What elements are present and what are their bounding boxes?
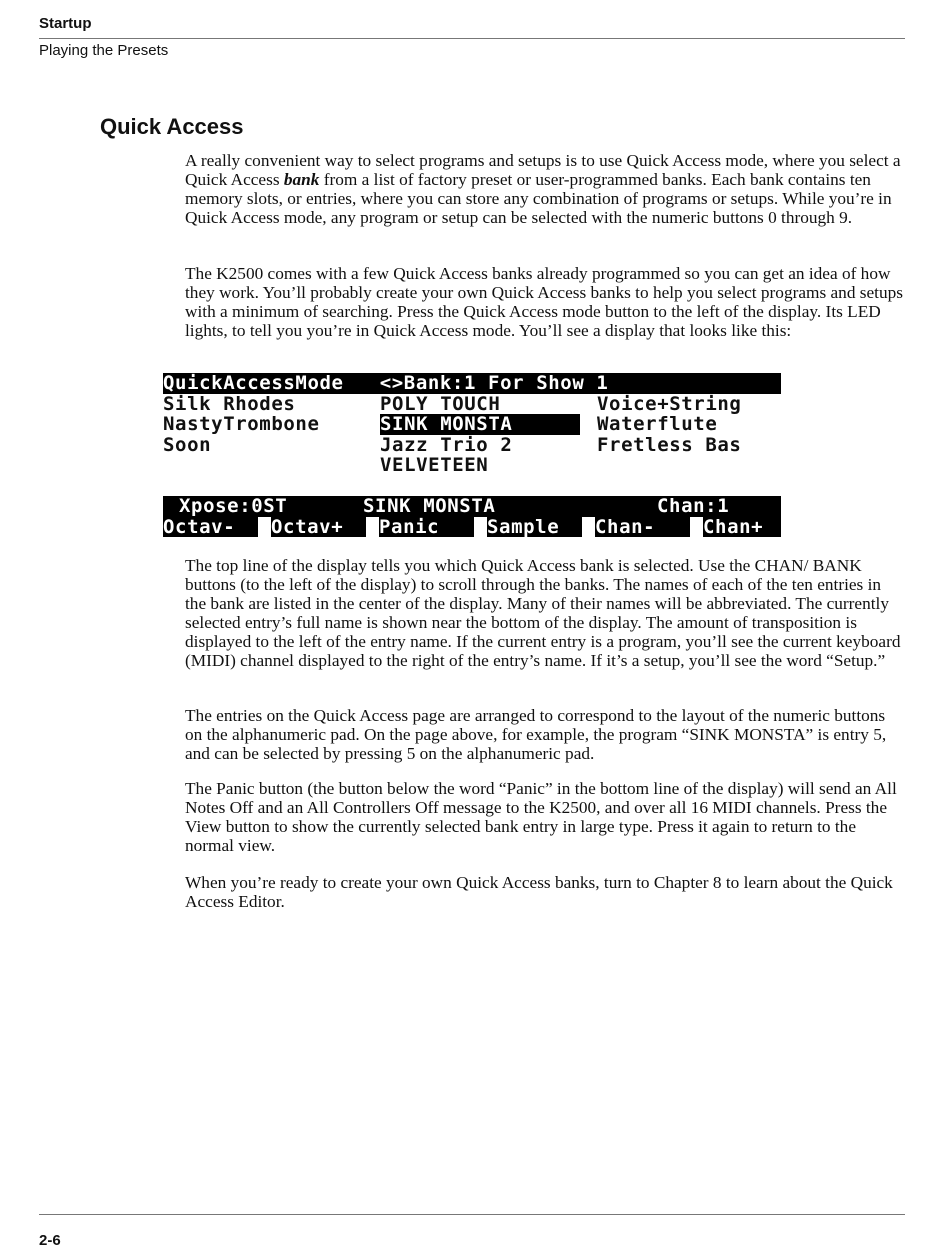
- para1-text-b: from a list of factory preset or user-programmed banks. Each bank contains ten memory slots, or entries, where you can store any combination of programs or setups. While you’re in Quick Access mode, any program or setup can be selected with the numeric buttons 0 through 9.: [185, 170, 892, 227]
- header-rule: [39, 38, 905, 39]
- lcd-row-3: [163, 435, 781, 456]
- lcd-softkey-line: [163, 517, 781, 538]
- lcd-entry: POLY TOUCH: [380, 393, 501, 414]
- para1-emphasis: bank: [283, 170, 320, 189]
- para1-text-a: A really convenient way to select programs and setups is to use Quick Access mode, where you select a Quick Access: [185, 151, 901, 189]
- lcd-entry: VELVETEEN: [380, 455, 489, 476]
- lcd-entry-selected: SINK MONSTA: [380, 414, 580, 435]
- lcd-transpose: Xpose:0ST: [179, 496, 288, 517]
- footer-rule: [39, 1214, 905, 1215]
- lcd-entry: Silk Rhodes: [163, 393, 296, 414]
- lcd-channel: Chan:1: [657, 496, 730, 517]
- softkey-panic: Panic: [379, 517, 474, 538]
- lcd-entry: Fretless Bas: [597, 434, 742, 455]
- lcd-top-line: [163, 373, 781, 394]
- paragraph-display-description: The top line of the display tells you which Quick Access bank is selected. Use the CHAN/ BANK buttons (to the left of the display) to scroll through the banks. The names of each of the ten entries in the bank are listed in the center of the display. Many of their names will be abbreviated. The currently selected entry’s full name is shown near the bottom of the display. The amount of transposition is displayed to the left of the entry name. If the current entry is a program, you’ll see the current keyboard (MIDI) channel displayed to the right of the entry’s name. If it’s a setup, you’ll see the word “Setup.”: [185, 556, 901, 670]
- paragraph-panic-button: The Panic button (the button below the word “Panic” in the bottom line of the display) will send an All Notes Off and an All Controllers Off message to the K2500, and over all 16 MIDI channels. Press the View button to show the currently selected bank entry in large type. Press it again to return to the normal view.: [185, 779, 897, 855]
- softkey-chan-down: Chan-: [595, 517, 690, 538]
- lcd-bank-title: QuickAccessMode <>Bank:1 For Show 1: [163, 373, 609, 394]
- softkey-sample: Sample: [487, 517, 582, 538]
- lcd-entry: Soon: [163, 434, 212, 455]
- softkey-chan-up: Chan+: [703, 517, 781, 538]
- lcd-entry: Jazz Trio 2: [380, 434, 513, 455]
- paragraph-intro: [185, 151, 905, 227]
- running-header-subsection: Playing the Presets: [39, 42, 169, 59]
- lcd-entry: NastyTrombone: [163, 414, 320, 435]
- lcd-entry: Voice+String: [597, 393, 742, 414]
- lcd-row-1: [163, 394, 781, 415]
- softkey-octav-up: Octav+: [271, 517, 366, 538]
- paragraph-editor-reference: When you’re ready to create your own Quick Access banks, turn to Chapter 8 to learn about the Quick Access Editor.: [185, 873, 893, 911]
- section-heading: Quick Access: [100, 114, 244, 139]
- lcd-display-status: [163, 496, 781, 537]
- lcd-display-main: [163, 373, 781, 476]
- paragraph-entry-layout: The entries on the Quick Access page are arranged to correspond to the layout of the numeric buttons on the alphanumeric pad. On the page above, for example, the program “SINK MONSTA” is entry 5, and can be selected by pressing 5 on the alphanumeric pad.: [185, 706, 887, 763]
- lcd-status-line: [163, 496, 781, 517]
- lcd-row-2: [163, 414, 781, 435]
- lcd-current-entry-name: SINK MONSTA: [363, 496, 496, 517]
- page-number: 2-6: [39, 1232, 61, 1249]
- lcd-row-4: [163, 455, 781, 476]
- running-header-section: Startup: [39, 15, 92, 32]
- softkey-octav-down: Octav-: [163, 517, 258, 538]
- paragraph-k2500-banks: The K2500 comes with a few Quick Access banks already programmed so you can get an idea of how they work. You’ll probably create your own Quick Access banks to help you select programs and setups with a minimum of searching. Press the Quick Access mode button to the left of the display. Its LED lights, to tell you you’re in Quick Access mode. You’ll see a display that looks like this:: [185, 264, 903, 340]
- lcd-entry: Waterflute: [597, 414, 718, 435]
